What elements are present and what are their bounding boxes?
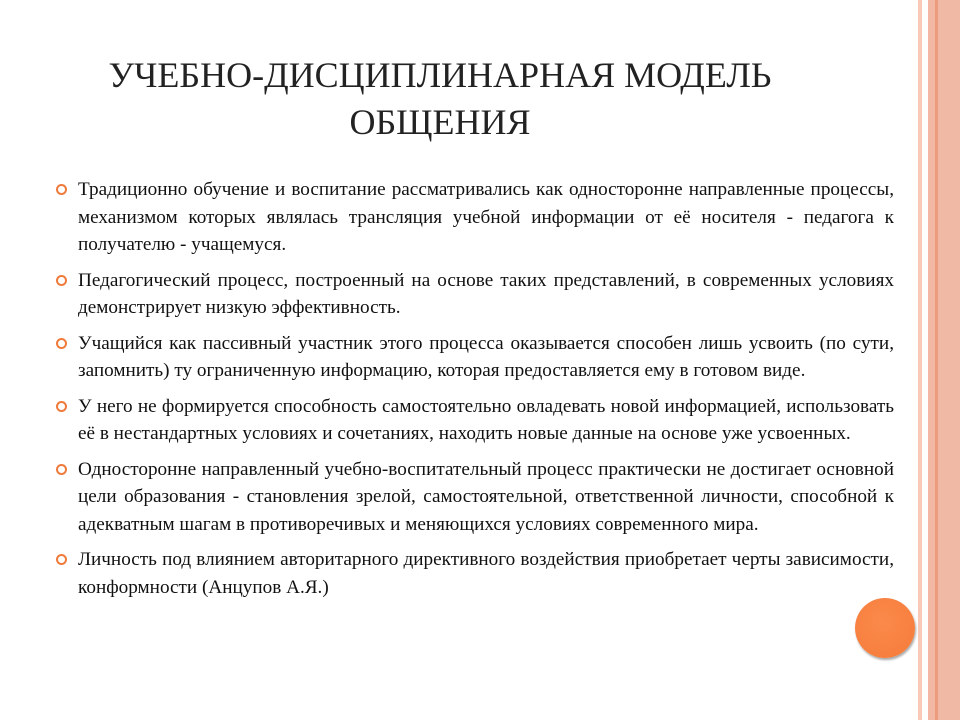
list-item	[56, 267, 894, 322]
decorative-stripe	[928, 0, 935, 720]
list-item	[56, 330, 894, 385]
list-item	[56, 176, 894, 259]
list-item	[56, 393, 894, 448]
slide-title: УЧЕБНО-ДИСЦИПЛИНАРНАЯ МОДЕЛЬ ОБЩЕНИЯ	[108, 55, 772, 142]
bullet-circle-icon	[56, 275, 67, 286]
list-item	[56, 546, 894, 601]
bullet-list	[56, 176, 894, 609]
list-item	[56, 456, 894, 539]
list-item-text: Педагогический процесс, построенный на основе таких представлений, в современных условиях демонстрирует низкую эффективность.	[78, 269, 894, 318]
bullet-circle-icon	[56, 184, 67, 195]
decorative-stripe	[918, 0, 922, 720]
list-item-text: У него не формируется способность самостоятельно овладевать новой информацией, использовать её в нестандартных условиях и сочетаниях, находить новые данные на основе уже усвоенных.	[78, 395, 894, 444]
bullet-circle-icon	[56, 554, 67, 565]
decorative-stripe	[938, 0, 960, 720]
list-item-text: Личность под влиянием авторитарного директивного воздействия приобретает черты зависимости, конформности (Анцупов А.Я.)	[78, 549, 894, 598]
bullet-circle-icon	[56, 401, 67, 412]
bullet-circle-icon	[56, 338, 67, 349]
bullet-circle-icon	[56, 464, 67, 475]
list-item-text: Односторонне направленный учебно-воспитательный процесс практически не достигает основной цели образования - становления зрелой, самостоятельной, ответственной личности, способной к адекватным шагам в противоречивых и меняющихся условиях современного мира.	[78, 458, 894, 535]
list-item-text: Учащийся как пассивный участник этого процесса оказывается способен лишь усвоить (по сути, запомнить) ту ограниченную информацию, которая предоставляется ему в готовом виде.	[78, 332, 894, 381]
list-item-text: Традиционно обучение и воспитание рассматривались как односторонне направленные процессы, механизмом которых являлась трансляция учебной информации от её носителя - педагога к получателю - учащемуся.	[78, 179, 894, 255]
